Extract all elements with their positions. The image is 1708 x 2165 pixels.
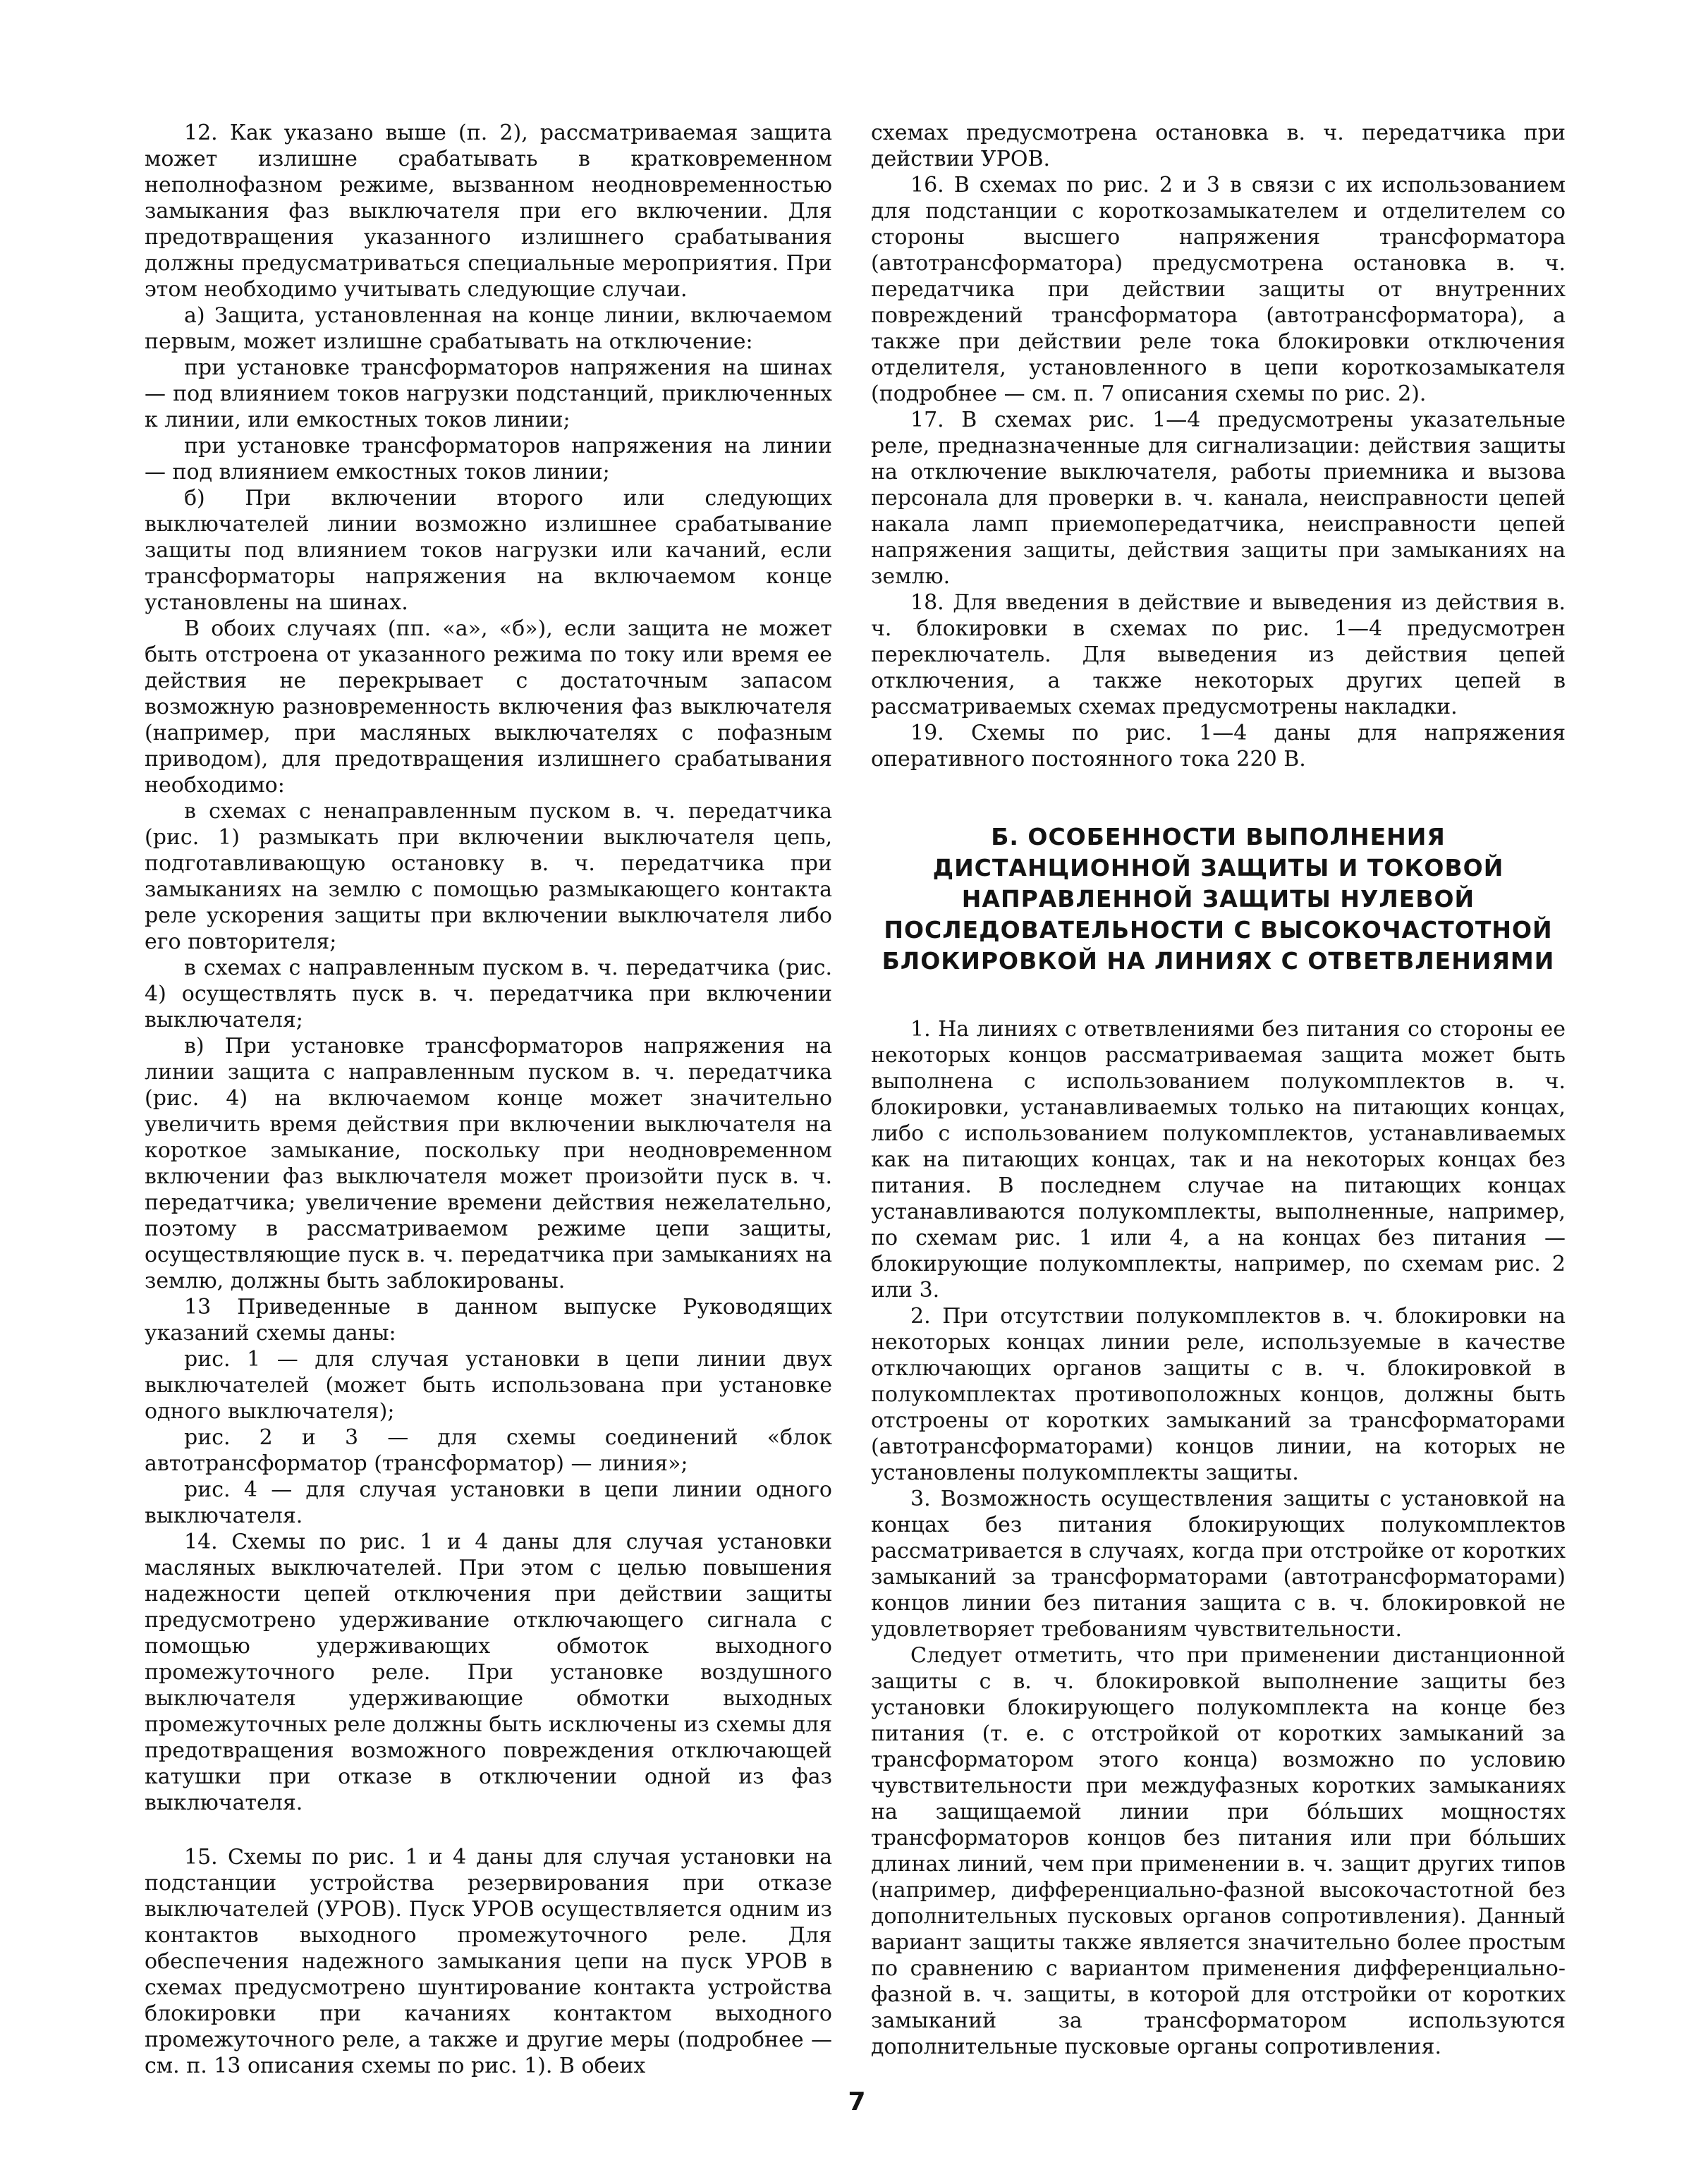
paragraph-17: 17. В схемах рис. 1—4 предусмотрены указательные реле, предназначенные для сигнализации: действия защиты на отключение выключателя, работы приемника и вызова персонала для проверки в. ч. канала, неисправности цепей накала ламп приемопередатчика, неисправности цепей напряжения защиты, действия защиты при замыканиях на землю. bbox=[871, 408, 1566, 589]
measure-2: в схемах с направленным пуском в. ч. передатчика (рис. 4) осуществлять пуск в. ч. передатчика при включении выключателя; bbox=[145, 956, 832, 1032]
case-a-item-2: при установке трансформаторов напряжения на линии — под влиянием емкостных токов линии; bbox=[145, 434, 832, 484]
paragraph-15: 15. Схемы по рис. 1 и 4 даны для случая установки на подстанции устройства резервирования при отказе выключателей (УРОВ). Пуск УРОВ осуществляется одним из контактов выходного промежуточного реле. Для обеспечения надежного замыкания цепи на пуск УРОВ в схемах предусмотрено шунтирование контакта устройства блокировки при качаниях контактом выходного промежуточного реле, а также и другие меры (подробнее — см. п. 13 описания схемы по рис. 1). В обеих bbox=[145, 1845, 832, 2078]
measure-1: в схемах с ненаправленным пуском в. ч. передатчика (рис. 1) размыкать при включении выключателя цепь, подготавливающую остановку в. ч. передатчика при замыканиях на землю с помощью размыкающего контакта реле ускорения защиты при включении выключателя либо его повторителя; bbox=[145, 799, 832, 954]
paragraph-15-continued: схемах предусмотрена остановка в. ч. передатчика при действии УРОВ. bbox=[871, 121, 1566, 171]
fig-1-note: рис. 1 — для случая установки в цепи линии двух выключателей (может быть использована при установке одного выключателя); bbox=[145, 1347, 832, 1424]
paragraph-13: 13 Приведенные в данном выпуске Руководящих указаний схемы даны: bbox=[145, 1295, 832, 1346]
section-b-paragraph-1: 1. На линиях с ответвлениями без питания со стороны ее некоторых концов рассматриваемая защита может быть выполнена с использованием полукомплектов в. ч. блокировки, устанавливаемых только на питающих концах, либо с использованием полукомплектов, устанавливаемых как на питающих концах, так и на некоторых концах без питания. В последнем случае на питающих концах устанавливаются полукомплекты, выполненные, например, по схемам рис. 1 или 4, а на концах без питания — блокирующие полукомплекты, например, по схемам рис. 2 или 3. bbox=[871, 1017, 1566, 1303]
case-a-item-1: при установке трансформаторов напряжения на шинах — под влиянием токов нагрузки подстанций, приключенных к линии, или емкостных токов линии; bbox=[145, 355, 832, 432]
paragraph-19: 19. Схемы по рис. 1—4 даны для напряжения оперативного постоянного тока 220 В. bbox=[871, 721, 1566, 772]
section-heading: Б. ОСОБЕННОСТИ ВЫПОЛНЕНИЯ ДИСТАНЦИОННОЙ ЗАЩИТЫ И ТОКОВОЙ НАПРАВЛЕННОЙ ЗАЩИТЫ НУЛЕВОЙ ПОСЛЕДОВАТЕЛЬНОСТИ С ВЫСОКОЧАСТОТНОЙ БЛОКИРОВКОЙ НА ЛИНИЯХ С ОТВЕТВЛЕНИЯМИ bbox=[882, 823, 1555, 975]
both-cases: В обоих случаях (пп. «а», «б»), если защита не может быть отстроена от указанного режима по току или время ее действия не перекрывает с достаточным запасом возможную разновременность включения фаз выключателя (например, при масляных выключателях с пофазным приводом), для предотвращения излишнего срабатывания необходимо: bbox=[145, 616, 832, 798]
left-column bbox=[145, 120, 832, 2079]
section-b-paragraph-3: 3. Возможность осуществления защиты с установкой на концах без питания блокирующих полукомплектов рассматривается в случаях, когда при отстройке от коротких замыканий за трансформаторами (автотрансформаторами) концов линии без питания защита с в. ч. блокировкой не удовлетворяет требованиям чувствительности. bbox=[871, 1487, 1566, 1642]
page-number: 7 bbox=[848, 2087, 866, 2116]
paragraph-14: 14. Схемы по рис. 1 и 4 даны для случая установки масляных выключателей. При этом с целью повышения надежности цепей отключения при действии защиты предусмотрено удерживание отключающего сигнала с помощью удерживающих обмоток выходного промежуточного реле. При установке воздушного выключателя удерживающие обмотки выходных промежуточных реле должны быть исключены из схемы для предотвращения возможного повреждения отключающей катушки при отказе в отключении одной из фаз выключателя. bbox=[145, 1530, 833, 1815]
fig-2-3-note: рис. 2 и 3 — для схемы соединений «блок автотрансформатор (трансформатор) — линия»; bbox=[145, 1425, 832, 1476]
paragraph-18: 18. Для введения в действие и выведения из действия в. ч. блокировки в схемах по рис. 1—4 предусмотрен переключатель. Для выведения из действия цепей отключения, а также некоторых других цепей в рассматриваемых схемах предусмотрены накладки. bbox=[871, 590, 1566, 719]
case-a: а) Защита, установленная на конце линии, включаемом первым, может излишне срабатывать на отключение: bbox=[145, 303, 832, 354]
section-b-paragraph-2: 2. При отсутствии полукомплектов в. ч. блокировки на некоторых концах линии реле, используемые в качестве отключающих органов защиты с в. ч. блокировкой в полукомплектах противоположных концов, должны быть отстроены от коротких замыканий за трансформаторами (автотрансформаторами) концов линии, на которых не установлены полукомплекты защиты. bbox=[871, 1304, 1566, 1485]
case-b: б) При включении второго или следующих выключателей линии возможно излишнее срабатывание защиты под влиянием токов нагрузки или качаний, если трансформаторы напряжения на включаемом конце установлены на шинах. bbox=[145, 486, 832, 615]
paragraph-12: 12. Как указано выше (п. 2), рассматриваемая защита может излишне срабатывать в кратковременном неполнофазном режиме, вызванном неодновременностью замыкания фаз выключателя при его включении. Для предотвращения указанного излишнего срабатывания должны предусматриваться специальные мероприятия. При этом необходимо учитывать следующие случаи. bbox=[145, 121, 832, 302]
paragraph-16: 16. В схемах по рис. 2 и 3 в связи с их использованием для подстанции с короткозамыкателем и отделителем со стороны высшего напряжения трансформатора (автотрансформатора) предусмотрена остановка в. ч. передатчика при действии защиты от внутренних повреждений трансформатора (автотрансформатора), а также при действии реле тока блокировки отключения отделителя, установленного в цепи короткозамыкателя (подробнее — см. п. 7 описания схемы по рис. 2). bbox=[871, 173, 1566, 406]
case-c: в) При установке трансформаторов напряжения на линии защита с направленным пуском в. ч. передатчика (рис. 4) на включаемом конце может значительно увеличить время действия при включении выключателя на короткое замыкание, поскольку при неодновременном включении фаз выключателя может произойти пуск в. ч. передатчика; увеличение времени действия нежелательно, поэтому в рассматриваемом режиме цепи защиты, осуществляющие пуск в. ч. передатчика при замыканиях на землю, должны быть заблокированы. bbox=[145, 1034, 832, 1293]
right-column bbox=[871, 120, 1566, 2060]
fig-4-note: рис. 4 — для случая установки в цепи линии одного выключателя. bbox=[145, 1477, 832, 1528]
section-b-note: Следует отметить, что при применении дистанционной защиты с в. ч. блокировкой выполнение защиты без установки блокирующего полукомплекта на конце без питания (т. е. с отстройкой от коротких замыканий за трансформатором этого конца) возможно по условию чувствительности при междуфазных коротких замыканиях на защищаемой линии при бóльших мощностях трансформаторов концов без питания или при бóльших длинах линий, чем при применении в. ч. защит других типов (например, дифференциально-фазной высокочастотной без дополнительных пусковых органов сопротивления). Данный вариант защиты также является значительно более простым по сравнению с вариантом применения дифференциально-фазной в. ч. защиты, в которой для отстройки от коротких замыканий за трансформатором используются дополнительные пусковые органы сопротивления. bbox=[871, 1643, 1566, 2059]
